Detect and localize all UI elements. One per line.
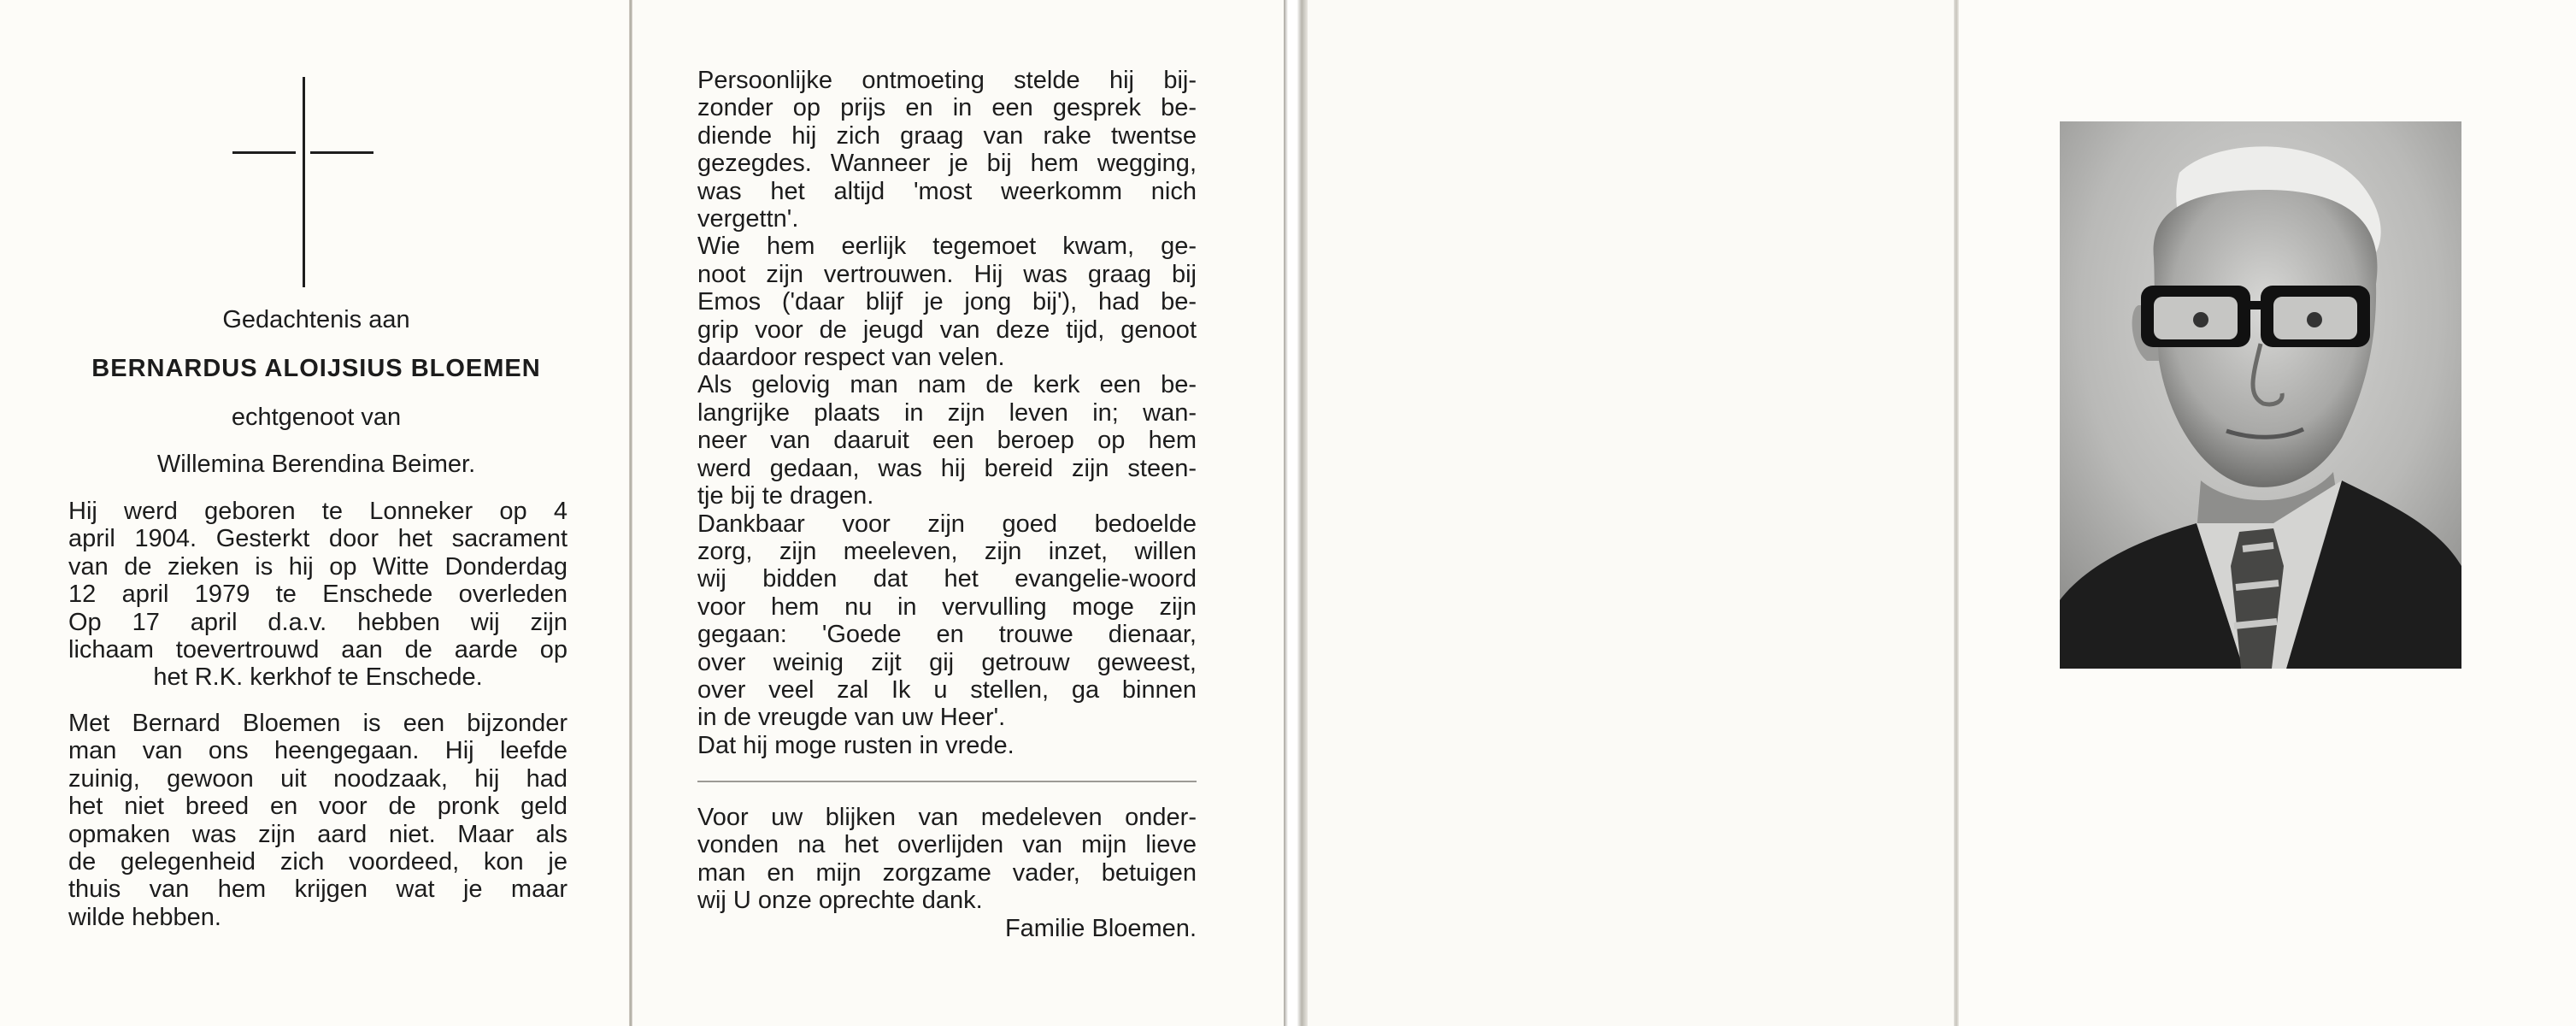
text-line: wij bidden dat het evangelie-woord (697, 565, 1197, 593)
memorial-label: Gedachtenis aan (222, 306, 410, 333)
text-line: Dat hij moge rusten in vrede. (697, 731, 1015, 759)
text-line: grip voor de jeugd van deze tijd, genoot (697, 315, 1197, 344)
text-line: man van ons heengegaan. Hij leefde (68, 737, 568, 765)
cross-arm-left (232, 151, 296, 154)
thanks-paragraph (697, 804, 1197, 942)
card-panel-center-left (632, 0, 1284, 1026)
text-line: in de vreugde van uw Heer'. (697, 704, 1006, 732)
text-line: was het altijd 'most weerkomm nich (697, 177, 1197, 205)
text-line: zorg, zijn meeleven, zijn inzet, willen (697, 537, 1197, 565)
text-line: april 1904. Gesterkt door het sacrament (68, 525, 568, 553)
tribute-paragraph (68, 710, 568, 931)
text-line: noot zijn vertrouwen. Hij was graag bij (697, 260, 1197, 288)
text-line: neer van daaruit een beroep op hem (697, 427, 1197, 455)
text-line: Als gelovig man nam de kerk een be- (697, 371, 1197, 399)
text-line: gegaan: 'Goede en trouwe dienaar, (697, 621, 1197, 649)
section-divider (697, 781, 1197, 782)
text-line: zuinig, gewoon uit noodzaak, hij had (68, 764, 568, 793)
text-line: 12 april 1979 te Enschede overleden (68, 581, 568, 609)
text-line: diende hij zich graag van rake twentse (697, 121, 1197, 150)
text-line: Voor uw blijken van medeleven onder- (697, 804, 1197, 831)
text-line: Dankbaar voor zijn goed bedoelde (697, 510, 1197, 538)
portrait-photo (2060, 121, 2461, 669)
text-line: man en mijn zorgzame vader, betuigen (697, 858, 1197, 887)
text-line: Emos ('daar blijf je jong bij'), had be- (697, 288, 1197, 316)
text-line: voor hem nu in vervulling moge zijn (697, 593, 1197, 621)
text-line: wij U onze oprechte dank. (697, 887, 983, 915)
character-paragraph (697, 67, 1197, 759)
text-line: thuis van hem krijgen wat je maar (68, 876, 568, 904)
deceased-name: BERNARDUS ALOIJSIUS BLOEMEN (91, 355, 541, 382)
cross-arm-right (310, 151, 373, 154)
spouse-name: Willemina Berendina Beimer. (156, 451, 476, 478)
text-line: over veel zal Ik u stellen, ga binnen (697, 675, 1197, 704)
text-line: Met Bernard Bloemen is een bijzonder (68, 710, 568, 737)
text-line: het niet breed en voor de pronk geld (68, 793, 568, 821)
text-line: vonden na het overlijden van mijn lieve (697, 831, 1197, 859)
text-line: werd gedaan, was hij bereid zijn steen- (697, 454, 1197, 482)
relation-label: echtgenoot van (231, 404, 402, 431)
text-line: zonder op prijs en in een gesprek be- (697, 94, 1197, 122)
text-line: van de zieken is hij op Witte Donderdag (68, 552, 568, 581)
text-line: daardoor respect van velen. (697, 344, 1005, 372)
text-line: tje bij te dragen. (697, 482, 874, 510)
card-panel-center-right-blank (1308, 0, 1956, 1026)
text-line: over weinig zijt gij getrouw geweest, (697, 648, 1197, 676)
birth-death-paragraph (68, 498, 568, 692)
cross-icon (303, 77, 305, 287)
text-line: Hij werd geboren te Lonneker op 4 (68, 498, 568, 525)
text-line: het R.K. kerkhof te Enschede. (153, 663, 483, 692)
card-fold-center (1284, 0, 1308, 1026)
family-signature: Familie Bloemen. (1004, 914, 1197, 942)
text-line: Op 17 april d.a.v. hebben wij zijn (68, 608, 568, 636)
text-line: lichaam toevertrouwd aan de aarde op (68, 636, 568, 664)
text-line: Wie hem eerlijk tegemoet kwam, ge- (697, 233, 1197, 261)
text-line: Persoonlijke ontmoeting stelde hij bij- (697, 67, 1197, 94)
portrait-man-icon (2060, 121, 2461, 669)
text-line: gezegdes. Wanneer je bij hem wegging, (697, 150, 1197, 178)
text-line: opmaken was zijn aard niet. Maar als (68, 820, 568, 848)
text-line: wilde hebben. (68, 903, 221, 931)
text-line: de gelegenheid zich voordeed, kon je (68, 848, 568, 876)
text-line: langrijke plaats in zijn leven in; wan- (697, 398, 1197, 427)
text-line: vergettn'. (697, 205, 799, 233)
card-panel-left (0, 0, 631, 1026)
